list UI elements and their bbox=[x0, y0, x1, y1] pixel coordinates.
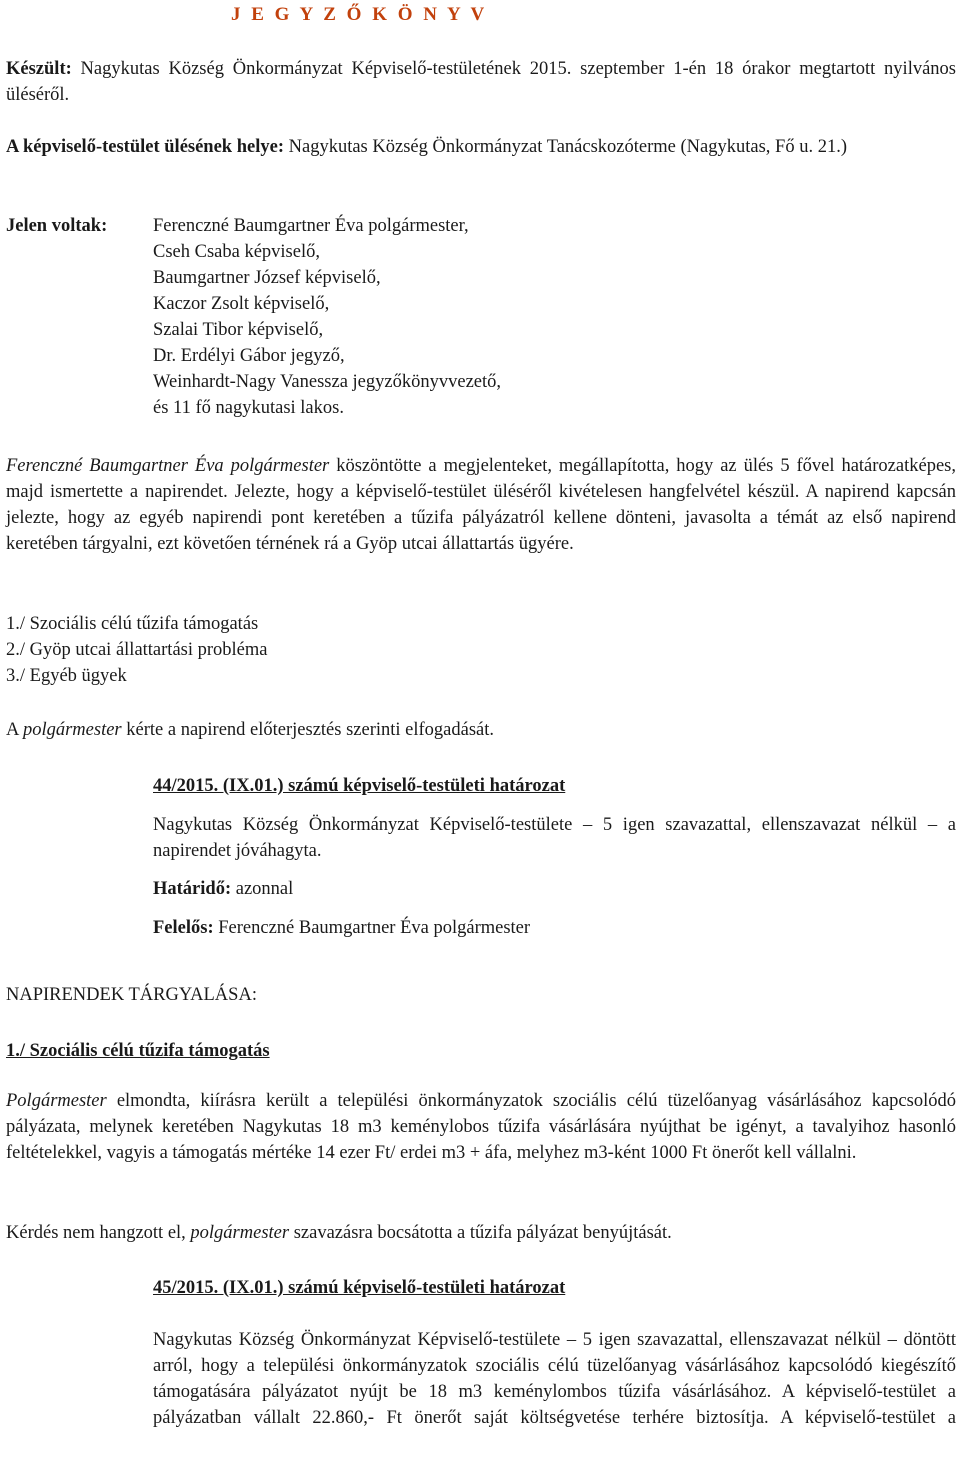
place-paragraph bbox=[6, 134, 956, 160]
attendance-list bbox=[153, 213, 501, 421]
attendee: Szalai Tibor képviselő, bbox=[153, 320, 324, 340]
request-paragraph bbox=[6, 717, 956, 743]
made-label: Készült: bbox=[6, 59, 72, 79]
attendee: Dr. Erdélyi Gábor jegyző, bbox=[153, 346, 345, 366]
made-paragraph bbox=[6, 56, 956, 108]
intro-speaker: Ferenczné Baumgartner Éva polgármester bbox=[6, 456, 330, 476]
resolution-45-title: 45/2015. (IX.01.) számú képviselő-testületi határozat bbox=[153, 1278, 566, 1298]
attendee: Ferenczné Baumgartner Éva polgármester, bbox=[153, 216, 469, 236]
resolution-44-body: Nagykutas Község Önkormányzat Képviselő-testülete – 5 igen szavazattal, ellenszavazat nélkül – a napirendet jóváhagyta. bbox=[153, 815, 956, 861]
document-title: J E G Y Z Ő K Ö N Y V bbox=[231, 4, 488, 25]
agenda-heading: NAPIRENDEK TÁRGYALÁSA: bbox=[6, 985, 257, 1005]
attendee: és 11 fő nagykutasi lakos. bbox=[153, 398, 344, 418]
responsible-label: Felelős: bbox=[153, 918, 214, 938]
attendee: Cseh Csaba képviselő, bbox=[153, 242, 320, 262]
attendee: Weinhardt-Nagy Vanessza jegyzőkönyvvezető, bbox=[153, 372, 502, 392]
resolution-44-responsible bbox=[153, 915, 956, 941]
deadline-value: azonnal bbox=[231, 879, 294, 899]
attendee: Baumgartner József képviselő, bbox=[153, 268, 381, 288]
intro-text: köszöntötte a megjelenteket, megállapította, hogy az ülés 5 fővel határozatképes, majd ismertette a napirendet. Jelezte, hogy a képviselő-testület üléséről kivételesen hangfelvétel készül. A napirend kapcsán jelezte, hogy az egyéb napirendi pont keretében a tűzifa pályázatról kellene dönteni, javasolta a témát az első napirend keretében tárgyalni, ezt követően térnének rá a Gyöp utcai állattartás ügyére. bbox=[6, 456, 956, 554]
attendance-label: Jelen voltak: bbox=[6, 216, 108, 236]
agenda-item: 1./ Szociális célú tűzifa támogatás bbox=[6, 614, 259, 634]
request-text: kérte a napirend előterjesztés szerinti elfogadását. bbox=[121, 720, 495, 740]
agenda-item: 2./ Gyöp utcai állattartási probléma bbox=[6, 640, 268, 660]
agenda-item: 3./ Egyéb ügyek bbox=[6, 666, 127, 686]
request-pre: A bbox=[6, 720, 23, 740]
question-pre: Kérdés nem hangzott el, bbox=[6, 1223, 191, 1243]
agenda-list bbox=[6, 611, 956, 689]
item1-paragraph bbox=[6, 1088, 956, 1166]
deadline-label: Határidő: bbox=[153, 879, 232, 899]
item1-speaker: Polgármester bbox=[6, 1091, 107, 1111]
made-text: Nagykutas Község Önkormányzat Képviselő-testületének 2015. szeptember 1-én 18 órakor megtartott nyilvános üléséről. bbox=[6, 59, 956, 105]
item1-text: elmondta, kiírásra került a települési önkormányzatok szociális célú tüzelőanyag vásárlásához kapcsolódó pályázata, melynek keretében Nagykutas 18 m3 keménylobos tűzifa vásárlására nyújthat be igényt, a tavalyihoz hasonló feltételekkel, vagyis a támogatás mértéke 14 ezer Ft/ erdei m3 + áfa, melyhez m3-ként 1000 Ft önerőt kell vállalni. bbox=[6, 1091, 956, 1163]
intro-paragraph bbox=[6, 453, 956, 557]
place-label: A képviselő-testület ülésének helye: bbox=[6, 137, 284, 157]
question-text: szavazásra bocsátotta a tűzifa pályázat benyújtását. bbox=[289, 1223, 672, 1243]
item1-heading: 1./ Szociális célú tűzifa támogatás bbox=[6, 1041, 270, 1061]
request-speaker: polgármester bbox=[22, 720, 122, 740]
resolution-44-title: 44/2015. (IX.01.) számú képviselő-testületi határozat bbox=[153, 776, 566, 796]
attendee: Kaczor Zsolt képviselő, bbox=[153, 294, 330, 314]
resolution-45-body: Nagykutas Község Önkormányzat Képviselő-testülete – 5 igen szavazattal, ellenszavazat nélkül – döntött arról, hogy a települési önkormányzatok szociális célú tüzelőanyag vásárlásához kapcsolódó kiegészítő támogatására pályázatot nyújt be 18 m3 keménylombos tűzifa vásárlásához. A képviselő-testület a pályázatban vállalt 22.860,- Ft önerőt saját költségvetése terhére biztosítja. A képviselő-testület a bbox=[153, 1330, 956, 1428]
responsible-value: Ferenczné Baumgartner Éva polgármester bbox=[213, 918, 531, 938]
place-text: Nagykutas Község Önkormányzat Tanácskozóterme (Nagykutas, Fő u. 21.) bbox=[284, 137, 847, 157]
resolution-44-deadline bbox=[153, 876, 956, 902]
question-speaker: polgármester bbox=[190, 1223, 290, 1243]
question-paragraph bbox=[6, 1220, 956, 1246]
